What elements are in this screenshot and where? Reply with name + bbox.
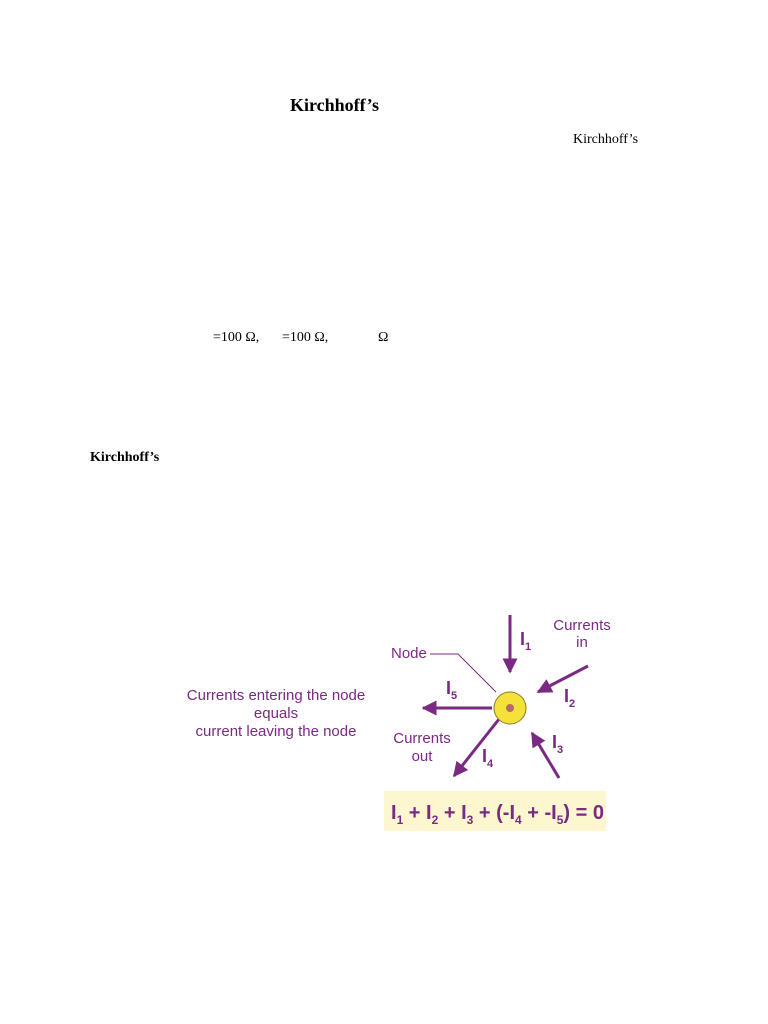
caption-line-1: Currents entering the node (186, 687, 366, 704)
currents-in-line-2: in (576, 634, 588, 651)
label-i4: $I_4$ (482, 746, 494, 770)
equation: $I_1 + I_2 + I_3 + (-I_4 + -I_5) = 0$ (391, 802, 604, 827)
side-label: Kirchhoff’s (573, 132, 639, 147)
label-i1: $I_1$ (520, 629, 532, 653)
currents-out-line-1: Currents (393, 730, 451, 747)
resistor-value-1: =100 Ω, (213, 330, 260, 345)
resistor-value-2: =100 Ω, (282, 330, 329, 345)
section-heading: Kirchhoff’s (90, 450, 160, 465)
node-label: Node (391, 645, 427, 662)
document-title: Kirchhoff’s (290, 95, 379, 115)
node-leader-line (430, 654, 496, 692)
currents-out-line-2: out (411, 748, 433, 765)
label-i2: $I_2$ (564, 686, 576, 710)
caption-line-3: current leaving the node (195, 723, 357, 740)
node-center (506, 704, 514, 712)
kcl-figure (140, 600, 620, 840)
label-i3: $I_3$ (552, 732, 564, 756)
currents-in-line-1: Currents (553, 617, 611, 634)
resistor-value-3: Ω (378, 330, 389, 345)
caption-line-2: equals (253, 705, 299, 722)
arrow-i2 (538, 666, 588, 692)
label-i5: $I_5$ (446, 678, 458, 702)
